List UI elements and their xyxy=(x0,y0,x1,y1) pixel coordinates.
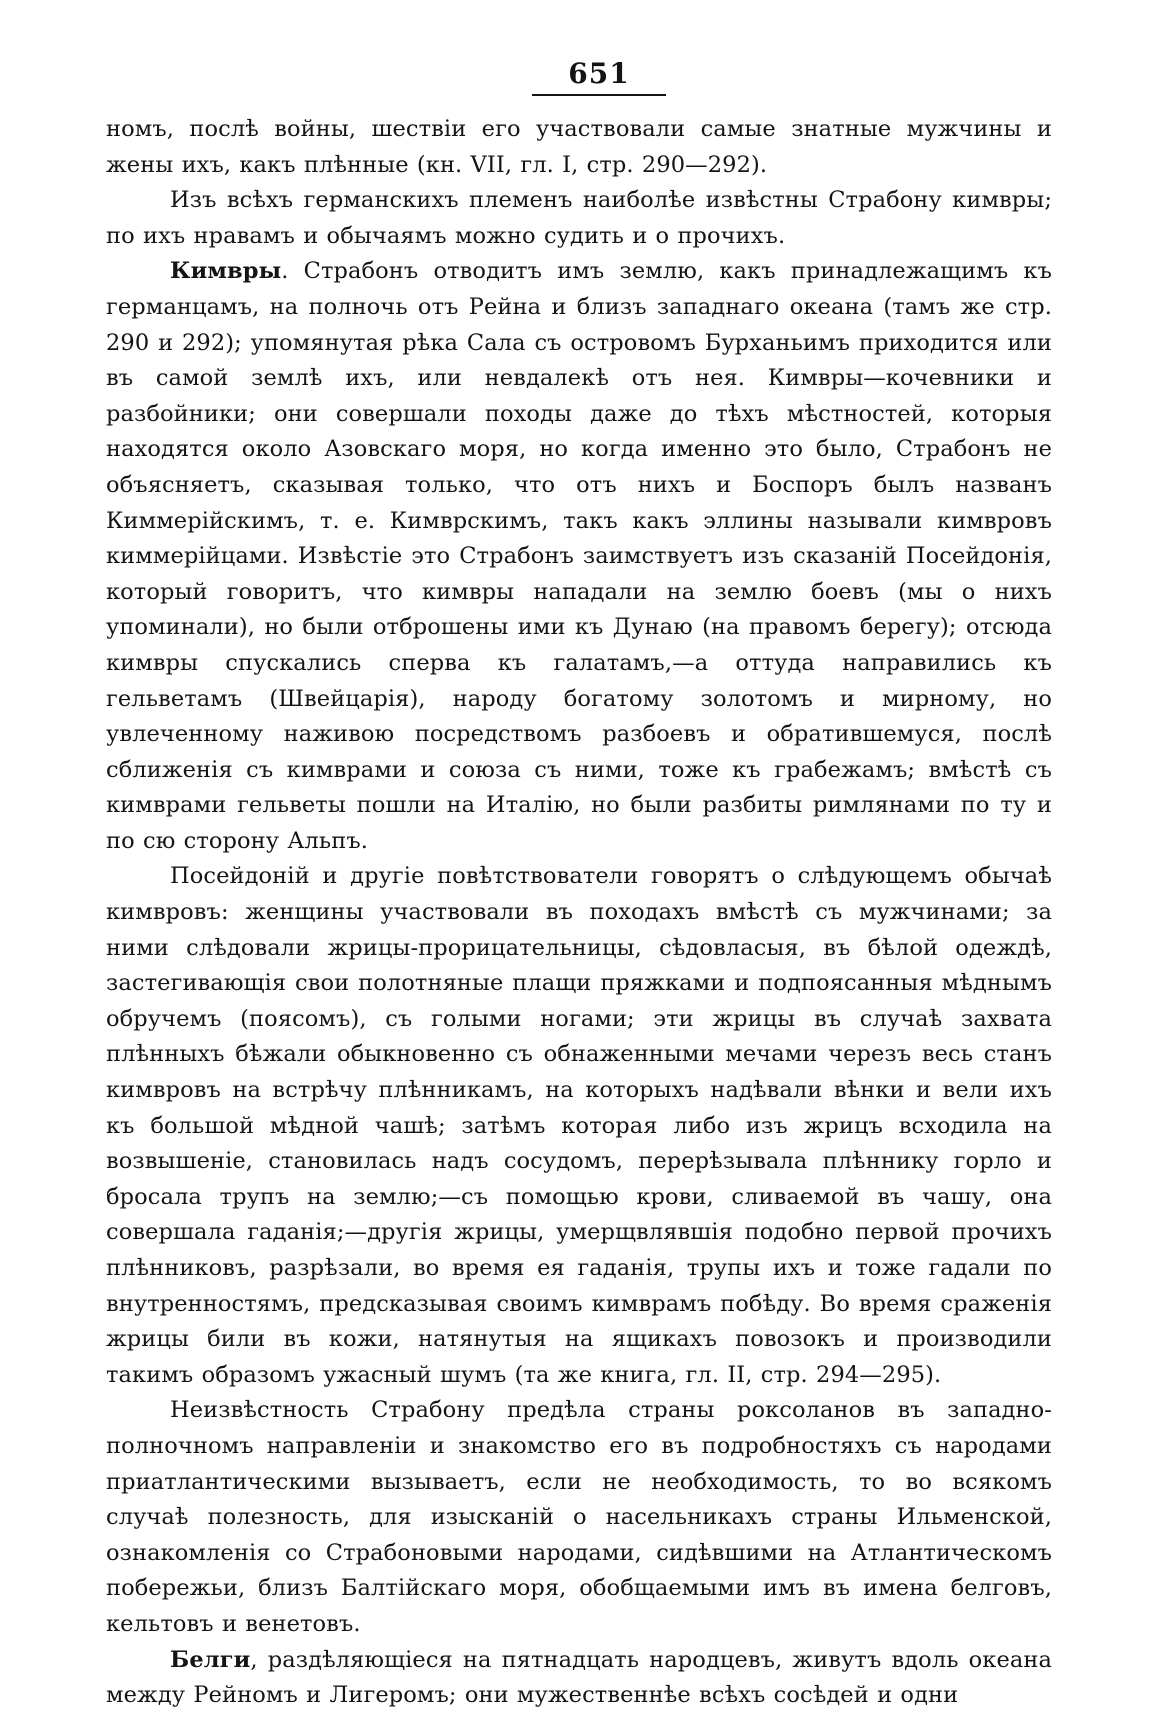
paragraph-4 xyxy=(106,859,1052,1393)
page-number: 651 xyxy=(532,58,665,96)
paragraph-1 xyxy=(106,112,1052,183)
page-header xyxy=(126,58,1072,104)
paragraph-text: Посейдоній и другіе повѣтствователи говорятъ о слѣдующемъ обычаѣ кимвровъ: женщины участвовали въ походахъ вмѣстѣ съ мужчинами; за ними слѣдовали жрицы-прорицательницы, сѣдовласыя, въ бѣлой одеждѣ, застегивающія свои полотняные плащи пряжками и подпоясанныя мѣднымъ обручемъ (поясомъ), съ голыми ногами; эти жрицы въ случаѣ захвата плѣнныхъ бѣжали обыкновенно съ обнаженными мечами черезъ весь станъ кимвровъ на встрѣчу плѣнникамъ, на которыхъ надѣвали вѣнки и вели ихъ къ большой мѣдной чашѣ; затѣмъ которая либо изъ жрицъ всходила на возвышеніе, становилась надъ сосудомъ, перерѣзывала плѣннику горло и бросала трупъ на землю;—съ помощью крови, сливаемой въ чашу, она совершала гаданія;—другія жрицы, умерщвлявшія подобно первой прочихъ плѣнниковъ, разрѣзали, во время ея гаданія, трупы ихъ и тоже гадали по внутренностямъ, предсказывая своимъ кимврамъ побѣду. Во время сраженія жрицы били въ кожи, натянутыя на ящикахъ повозокъ и производили такимъ образомъ ужасный шумъ (та же книга, гл. II, стр. 294—295). xyxy=(106,863,1052,1388)
paragraph-text: Изъ всѣхъ германскихъ племенъ наиболѣе извѣстны Страбону кимвры; по ихъ нравамъ и обычаямъ можно судить и о прочихъ. xyxy=(106,187,1052,249)
paragraph-5 xyxy=(106,1393,1052,1642)
paragraph-text: . Страбонъ отводитъ имъ землю, какъ принадлежащимъ къ германцамъ, на полночь отъ Рейна и близъ западнаго океана (тамъ же стр. 290 и 292); упомянутая рѣка Сала съ островомъ Бурханьимъ приходится или въ самой землѣ ихъ, или невдалекѣ отъ нея. Кимвры—кочевники и разбойники; они совершали походы даже до тѣхъ мѣстностей, которыя находятся около Азовскаго моря, но когда именно это было, Страбонъ не объясняетъ, сказывая только, что отъ нихъ и Боспоръ былъ названъ Киммерійскимъ, т. е. Кимврскимъ, такъ какъ эллины называли кимвровъ киммерійцами. Извѣстіе это Страбонъ заимствуетъ изъ сказаній Посейдонія, который говоритъ, что кимвры нападали на землю боевъ (мы о нихъ упоминали), но были отброшены ими къ Дунаю (на правомъ берегу); отсюда кимвры спускались сперва къ галатамъ,—а оттуда направились къ гельветамъ (Швейцарія), народу богатому золотомъ и мирному, но увлеченному наживою посредствомъ разбоевъ и обратившемуся, послѣ сближенія съ кимврами и союза съ ними, тоже къ грабежамъ; вмѣстѣ съ кимврами гельветы пошли на Италію, но были разбиты римлянами по ту и по сю сторону Альпъ. xyxy=(106,258,1052,854)
paragraph-text: Неизвѣстность Страбону предѣла страны роксоланов въ западно-полночномъ направленіи и знакомство его въ подробностяхъ съ народами приатлантическими вызываетъ, если не необходимость, то во всякомъ случаѣ полезность, для изысканій о насельникахъ страны Ильменской, ознакомленія со Страбоновыми народами, сидѣвшими на Атлантическомъ побережьи, близъ Балтійскаго моря, обобщаемыми имъ въ имена белговъ, кельтовъ и венетовъ. xyxy=(106,1397,1052,1637)
document-page xyxy=(106,57,1052,1709)
paragraph-3 xyxy=(106,254,1052,859)
paragraph-lead: Кимвры xyxy=(170,258,282,285)
paragraph-2 xyxy=(106,183,1052,254)
paragraph-text: номъ, послѣ войны, шествіи его участвовали самые знатные мужчины и жены ихъ, какъ плѣнные (кн. VII, гл. I, стр. 290—292). xyxy=(106,116,1052,178)
paragraph-text: , раздѣляющіеся на пятнадцать народцевъ, живутъ вдоль океана между Рейномъ и Лигеромъ; они мужественнѣе всѣхъ сосѣдей и одни xyxy=(106,1646,1052,1709)
paragraph-6 xyxy=(106,1643,1052,1714)
paragraph-lead: Белги xyxy=(170,1646,251,1673)
